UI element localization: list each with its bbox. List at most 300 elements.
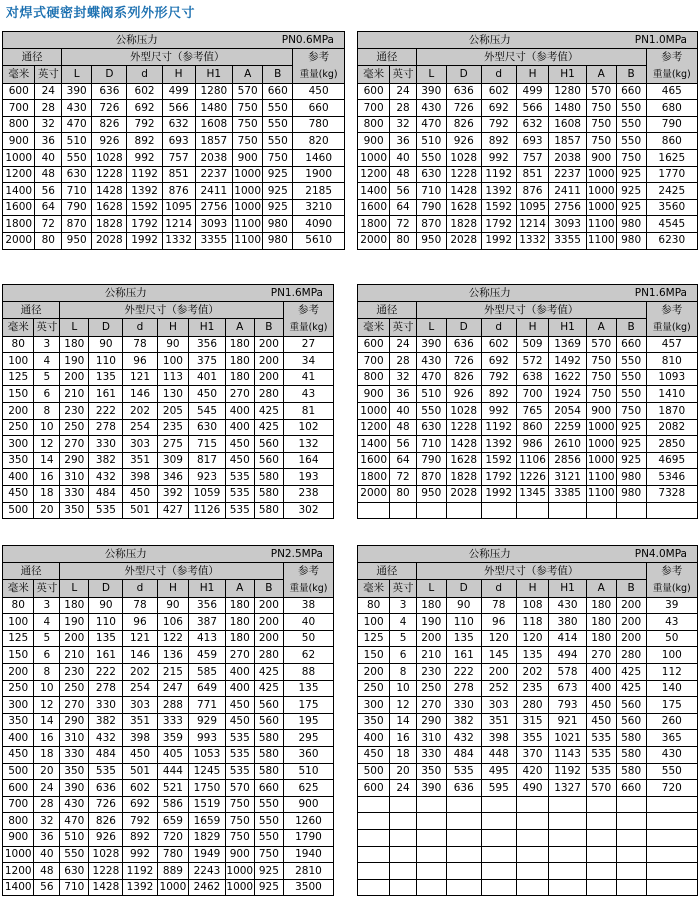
table-cell: 1600 bbox=[358, 199, 390, 216]
table-cell: 200 bbox=[358, 663, 390, 680]
table-cell: 36 bbox=[35, 133, 62, 150]
table-cell: 470 bbox=[416, 116, 446, 133]
table-cell: 1900 bbox=[293, 166, 345, 183]
table-cell: 80 bbox=[358, 597, 390, 614]
table-cell: 495 bbox=[481, 763, 516, 780]
table-cell: 4090 bbox=[293, 216, 345, 233]
table-cell: 1600 bbox=[3, 199, 35, 216]
table-cell: 750 bbox=[225, 829, 254, 846]
table-cell bbox=[586, 829, 616, 846]
table-cell: 1028 bbox=[92, 149, 127, 166]
table-cell bbox=[586, 813, 616, 830]
table-cell: 430 bbox=[62, 100, 92, 117]
table-row bbox=[358, 746, 698, 763]
table-cell: 40 bbox=[283, 614, 333, 631]
dims-header: 外型尺寸（参考值） bbox=[62, 48, 293, 66]
table-cell: 1106 bbox=[516, 452, 549, 469]
table-cell: 580 bbox=[254, 746, 283, 763]
dim-col-header: A bbox=[225, 580, 254, 598]
table-cell: 470 bbox=[62, 116, 92, 133]
table-cell: 659 bbox=[157, 813, 189, 830]
table-cell: 125 bbox=[3, 630, 34, 647]
table-cell: 280 bbox=[254, 647, 283, 664]
table-cell: 175 bbox=[283, 697, 333, 714]
table-cell: 2756 bbox=[195, 199, 233, 216]
table-cell: 414 bbox=[549, 630, 586, 647]
table-cell: 692 bbox=[481, 353, 516, 370]
table-cell: 121 bbox=[123, 369, 157, 386]
ref-label: 参考 bbox=[297, 564, 319, 577]
table-cell: 1228 bbox=[446, 166, 481, 183]
table-cell: 550 bbox=[616, 353, 646, 370]
table-cell: 24 bbox=[390, 780, 417, 797]
table-cell: 1200 bbox=[358, 166, 390, 183]
dim-col-header: L bbox=[416, 580, 446, 598]
table-cell: 700 bbox=[358, 100, 390, 117]
table-cell: 14 bbox=[34, 452, 60, 469]
table-cell: 315 bbox=[516, 713, 549, 730]
table-cell bbox=[516, 846, 549, 863]
table-cell: 1100 bbox=[233, 232, 263, 249]
table-cell: 88 bbox=[283, 663, 333, 680]
table-cell: 190 bbox=[60, 353, 89, 370]
table-cell: 1028 bbox=[446, 149, 481, 166]
table-cell: 40 bbox=[390, 149, 417, 166]
table-cell: 578 bbox=[549, 663, 586, 680]
table-cell: 132 bbox=[283, 436, 333, 453]
pressure-grade: PN1.6MPa bbox=[634, 286, 687, 299]
table-cell: 200 bbox=[60, 630, 89, 647]
table-cell: 432 bbox=[89, 730, 123, 747]
table-cell: 900 bbox=[283, 796, 333, 813]
table-cell: 250 bbox=[416, 680, 446, 697]
table-cell: 980 bbox=[616, 216, 646, 233]
table-cell: 300 bbox=[358, 697, 390, 714]
table-cell: 1857 bbox=[549, 133, 586, 150]
table-cell: 2038 bbox=[195, 149, 233, 166]
table-panel-pn06 bbox=[2, 31, 345, 250]
table-cell: 636 bbox=[446, 83, 481, 100]
table-cell: 500 bbox=[358, 763, 390, 780]
table-cell: 210 bbox=[60, 647, 89, 664]
table-cell bbox=[481, 863, 516, 880]
table-cell bbox=[481, 502, 516, 519]
table-cell: 400 bbox=[225, 680, 254, 697]
table-cell: 2243 bbox=[189, 863, 225, 880]
table-cell: 826 bbox=[446, 369, 481, 386]
table-row bbox=[3, 630, 334, 647]
table-cell: 450 bbox=[3, 746, 34, 763]
table-row bbox=[3, 485, 334, 502]
table-cell bbox=[358, 863, 390, 880]
table-cell: 925 bbox=[263, 166, 293, 183]
table-row bbox=[358, 502, 698, 519]
table-cell: 40 bbox=[35, 149, 62, 166]
table-cell: 800 bbox=[358, 116, 390, 133]
table-cell bbox=[416, 879, 446, 896]
table-cell bbox=[481, 846, 516, 863]
table-row bbox=[3, 614, 334, 631]
table-cell: 550 bbox=[616, 100, 646, 117]
table-cell bbox=[549, 829, 586, 846]
table-cell: 550 bbox=[263, 116, 293, 133]
table-cell: 252 bbox=[481, 680, 516, 697]
table-cell: 200 bbox=[60, 369, 89, 386]
table-cell: 72 bbox=[390, 216, 417, 233]
table-cell bbox=[358, 796, 390, 813]
table-cell: 14 bbox=[390, 713, 417, 730]
table-cell: 270 bbox=[60, 697, 89, 714]
table-cell: 400 bbox=[225, 663, 254, 680]
table-cell bbox=[586, 879, 616, 896]
table-row bbox=[358, 100, 698, 117]
table-cell: 400 bbox=[3, 469, 34, 486]
table-cell: 6 bbox=[34, 647, 60, 664]
table-cell: 20 bbox=[390, 763, 417, 780]
table-cell: 180 bbox=[225, 597, 254, 614]
table-cell bbox=[549, 813, 586, 830]
table-cell: 1095 bbox=[516, 199, 549, 216]
table-cell: 27 bbox=[283, 336, 333, 353]
table-cell: 356 bbox=[189, 336, 225, 353]
table-cell: 1770 bbox=[646, 166, 697, 183]
table-cell: 430 bbox=[646, 746, 697, 763]
inch-header: 英寸 bbox=[34, 319, 60, 337]
weight-label: 重量(kg) bbox=[652, 582, 691, 594]
table-cell: 545 bbox=[189, 402, 225, 419]
table-cell: 382 bbox=[89, 713, 123, 730]
table-cell: 425 bbox=[254, 663, 283, 680]
dim-col-header: D bbox=[446, 66, 481, 84]
table-cell: 3560 bbox=[646, 199, 697, 216]
pressure-header bbox=[3, 285, 334, 302]
table-cell: 586 bbox=[157, 796, 189, 813]
table-cell: 757 bbox=[162, 149, 195, 166]
table-cell: 450 bbox=[189, 386, 225, 403]
table-cell: 164 bbox=[283, 452, 333, 469]
table-cell: 135 bbox=[516, 647, 549, 664]
table-panel-pn16-small bbox=[2, 284, 334, 519]
table-cell: 275 bbox=[157, 436, 189, 453]
table-cell: 250 bbox=[3, 680, 34, 697]
table-cell bbox=[358, 846, 390, 863]
table-cell: 3 bbox=[390, 597, 417, 614]
table-cell: 8 bbox=[34, 663, 60, 680]
table-cell: 792 bbox=[481, 369, 516, 386]
dims-header: 外型尺寸（参考值） bbox=[60, 562, 284, 580]
table-cell: 387 bbox=[189, 614, 225, 631]
table-cell: 398 bbox=[123, 469, 157, 486]
table-cell: 136 bbox=[157, 647, 189, 664]
table-cell: 200 bbox=[254, 353, 283, 370]
spec-table bbox=[2, 284, 334, 519]
table-row bbox=[3, 879, 334, 896]
table-cell: 36 bbox=[34, 829, 60, 846]
dn-header: 通径 bbox=[3, 562, 60, 580]
table-cell: 630 bbox=[416, 419, 446, 436]
table-cell: 108 bbox=[516, 597, 549, 614]
table-cell: 1790 bbox=[283, 829, 333, 846]
table-cell: 6230 bbox=[646, 232, 697, 249]
dim-col-header: d bbox=[481, 319, 516, 337]
ref-label: 参考 bbox=[308, 50, 330, 63]
table-cell: 380 bbox=[549, 614, 586, 631]
table-cell: 580 bbox=[616, 730, 646, 747]
table-cell: 800 bbox=[3, 116, 35, 133]
table-cell bbox=[549, 796, 586, 813]
table-cell: 560 bbox=[254, 697, 283, 714]
table-cell: 1000 bbox=[225, 879, 254, 896]
table-cell: 200 bbox=[254, 597, 283, 614]
table-cell: 1800 bbox=[358, 469, 390, 486]
table-cell: 200 bbox=[254, 630, 283, 647]
table-cell bbox=[358, 879, 390, 896]
table-cell: 330 bbox=[446, 697, 481, 714]
table-row bbox=[3, 386, 334, 403]
table-cell: 1200 bbox=[3, 863, 34, 880]
table-cell: 550 bbox=[263, 133, 293, 150]
pressure-label: 公称压力 bbox=[468, 286, 511, 299]
inch-header: 英寸 bbox=[390, 319, 417, 337]
inch-header: 英寸 bbox=[390, 580, 417, 598]
table-cell: 550 bbox=[60, 846, 89, 863]
table-cell: 146 bbox=[123, 647, 157, 664]
table-cell: 200 bbox=[254, 369, 283, 386]
table-cell: 925 bbox=[263, 183, 293, 200]
table-cell: 2054 bbox=[549, 402, 586, 419]
table-cell: 889 bbox=[157, 863, 189, 880]
table-cell: 280 bbox=[254, 386, 283, 403]
table-cell: 330 bbox=[416, 746, 446, 763]
table-cell: 900 bbox=[233, 149, 263, 166]
table-cell: 926 bbox=[446, 133, 481, 150]
table-cell: 400 bbox=[586, 680, 616, 697]
table-cell: 450 bbox=[123, 485, 157, 502]
table-cell: 660 bbox=[616, 780, 646, 797]
dim-col-header: L bbox=[60, 580, 89, 598]
table-cell: 400 bbox=[225, 419, 254, 436]
ref-label: 参考 bbox=[661, 564, 683, 577]
table-cell: 56 bbox=[390, 183, 417, 200]
table-cell bbox=[586, 502, 616, 519]
table-cell: 430 bbox=[549, 597, 586, 614]
table-cell: 3500 bbox=[283, 879, 333, 896]
table-cell: 34 bbox=[283, 353, 333, 370]
table-cell: 1000 bbox=[358, 149, 390, 166]
table-cell: 1492 bbox=[549, 353, 586, 370]
table-cell: 78 bbox=[481, 597, 516, 614]
table-row bbox=[358, 829, 698, 846]
table-panel-pn10 bbox=[357, 31, 698, 250]
table-cell: 28 bbox=[390, 100, 417, 117]
table-cell: 1245 bbox=[189, 763, 225, 780]
table-cell: 230 bbox=[416, 663, 446, 680]
table-cell: 2028 bbox=[446, 485, 481, 502]
table-cell: 826 bbox=[89, 813, 123, 830]
dim-col-header: H1 bbox=[549, 580, 586, 598]
table-cell: 892 bbox=[127, 133, 162, 150]
table-cell: 270 bbox=[225, 386, 254, 403]
table-cell: 1592 bbox=[481, 452, 516, 469]
table-cell bbox=[390, 796, 417, 813]
dim-col-header: d bbox=[123, 319, 157, 337]
table-cell: 56 bbox=[390, 436, 417, 453]
table-cell: 509 bbox=[516, 336, 549, 353]
weight-header bbox=[283, 562, 333, 597]
table-cell: 2411 bbox=[549, 183, 586, 200]
ref-label: 参考 bbox=[297, 303, 319, 316]
table-cell: 715 bbox=[189, 436, 225, 453]
table-cell: 499 bbox=[162, 83, 195, 100]
table-cell: 780 bbox=[293, 116, 345, 133]
table-cell: 3210 bbox=[293, 199, 345, 216]
table-cell: 750 bbox=[586, 100, 616, 117]
table-cell: 425 bbox=[254, 419, 283, 436]
table-cell bbox=[646, 863, 697, 880]
dim-col-header: H1 bbox=[189, 319, 225, 337]
table-cell: 851 bbox=[162, 166, 195, 183]
table-cell: 1228 bbox=[89, 863, 123, 880]
table-row bbox=[358, 166, 698, 183]
table-cell: 1059 bbox=[189, 485, 225, 502]
weight-label: 重量(kg) bbox=[289, 321, 328, 333]
table-cell: 673 bbox=[549, 680, 586, 697]
table-cell: 484 bbox=[89, 485, 123, 502]
table-cell: 90 bbox=[89, 597, 123, 614]
dim-col-header: B bbox=[254, 319, 283, 337]
dim-col-header: B bbox=[616, 66, 646, 84]
table-cell: 7328 bbox=[646, 485, 697, 502]
table-cell: 1628 bbox=[446, 452, 481, 469]
table-cell bbox=[481, 813, 516, 830]
table-cell: 8 bbox=[390, 663, 417, 680]
table-cell: 550 bbox=[254, 829, 283, 846]
table-cell: 254 bbox=[123, 419, 157, 436]
table-cell: 600 bbox=[358, 336, 390, 353]
table-cell: 925 bbox=[254, 863, 283, 880]
table-cell: 200 bbox=[481, 663, 516, 680]
table-cell: 50 bbox=[283, 630, 333, 647]
table-cell: 790 bbox=[62, 199, 92, 216]
table-cell: 32 bbox=[390, 369, 417, 386]
table-cell: 750 bbox=[586, 386, 616, 403]
table-cell: 992 bbox=[127, 149, 162, 166]
table-cell: 1400 bbox=[3, 879, 34, 896]
table-row bbox=[358, 452, 698, 469]
table-cell: 400 bbox=[358, 730, 390, 747]
table-cell: 180 bbox=[416, 597, 446, 614]
table-cell: 580 bbox=[254, 469, 283, 486]
table-cell: 5610 bbox=[293, 232, 345, 249]
table-cell: 100 bbox=[358, 614, 390, 631]
table-cell: 450 bbox=[123, 746, 157, 763]
table-cell: 892 bbox=[481, 386, 516, 403]
table-cell: 302 bbox=[283, 502, 333, 519]
inch-header: 英寸 bbox=[34, 580, 60, 598]
table-cell: 200 bbox=[3, 663, 34, 680]
table-cell: 110 bbox=[446, 614, 481, 631]
table-cell: 4 bbox=[34, 353, 60, 370]
dim-col-header: H1 bbox=[549, 66, 586, 84]
table-cell: 535 bbox=[89, 502, 123, 519]
table-cell: 2850 bbox=[646, 436, 697, 453]
table-cell: 180 bbox=[225, 336, 254, 353]
table-cell: 450 bbox=[225, 713, 254, 730]
table-cell: 270 bbox=[60, 436, 89, 453]
table-cell bbox=[390, 502, 417, 519]
table-cell: 1392 bbox=[481, 436, 516, 453]
table-cell: 2028 bbox=[446, 232, 481, 249]
spec-table bbox=[357, 31, 698, 250]
table-cell: 200 bbox=[254, 336, 283, 353]
dim-col-header: D bbox=[89, 580, 123, 598]
table-cell: 270 bbox=[225, 647, 254, 664]
table-cell: 205 bbox=[157, 402, 189, 419]
table-cell: 290 bbox=[60, 452, 89, 469]
table-cell: 2810 bbox=[283, 863, 333, 880]
table-cell: 118 bbox=[516, 614, 549, 631]
table-cell: 484 bbox=[446, 746, 481, 763]
table-cell: 459 bbox=[189, 647, 225, 664]
table-cell: 398 bbox=[123, 730, 157, 747]
table-row bbox=[358, 386, 698, 403]
table-cell: 2038 bbox=[549, 149, 586, 166]
table-row bbox=[358, 813, 698, 830]
table-cell: 401 bbox=[189, 369, 225, 386]
table-cell: 254 bbox=[123, 680, 157, 697]
table-cell: 1828 bbox=[92, 216, 127, 233]
table-cell: 106 bbox=[157, 614, 189, 631]
dn-header: 通径 bbox=[358, 48, 417, 66]
table-cell: 56 bbox=[34, 879, 60, 896]
table-cell bbox=[616, 813, 646, 830]
table-cell: 120 bbox=[481, 630, 516, 647]
table-cell: 146 bbox=[123, 386, 157, 403]
weight-header bbox=[646, 301, 697, 336]
mm-header: 毫米 bbox=[3, 319, 34, 337]
table-cell: 4 bbox=[390, 614, 417, 631]
table-row bbox=[358, 199, 698, 216]
table-row bbox=[358, 863, 698, 880]
table-row bbox=[358, 336, 698, 353]
table-cell: 1792 bbox=[481, 216, 516, 233]
table-cell: 200 bbox=[254, 614, 283, 631]
table-cell: 1857 bbox=[195, 133, 233, 150]
table-row bbox=[358, 846, 698, 863]
table-cell: 900 bbox=[225, 846, 254, 863]
table-cell: 310 bbox=[416, 730, 446, 747]
table-cell: 2425 bbox=[646, 183, 697, 200]
table-cell: 750 bbox=[616, 149, 646, 166]
table-cell bbox=[481, 796, 516, 813]
table-cell bbox=[390, 863, 417, 880]
inch-header: 英寸 bbox=[390, 66, 417, 84]
table-cell: 499 bbox=[516, 83, 549, 100]
table-cell: 925 bbox=[616, 199, 646, 216]
table-cell: 1480 bbox=[549, 100, 586, 117]
table-cell: 1000 bbox=[586, 183, 616, 200]
table-cell: 16 bbox=[390, 730, 417, 747]
table-cell: 1280 bbox=[195, 83, 233, 100]
table-cell: 649 bbox=[189, 680, 225, 697]
table-cell: 792 bbox=[123, 813, 157, 830]
table-cell: 826 bbox=[92, 116, 127, 133]
table-cell: 24 bbox=[390, 83, 417, 100]
table-cell: 2237 bbox=[195, 166, 233, 183]
dim-col-header: L bbox=[62, 66, 92, 84]
table-cell bbox=[586, 863, 616, 880]
table-cell: 90 bbox=[157, 597, 189, 614]
